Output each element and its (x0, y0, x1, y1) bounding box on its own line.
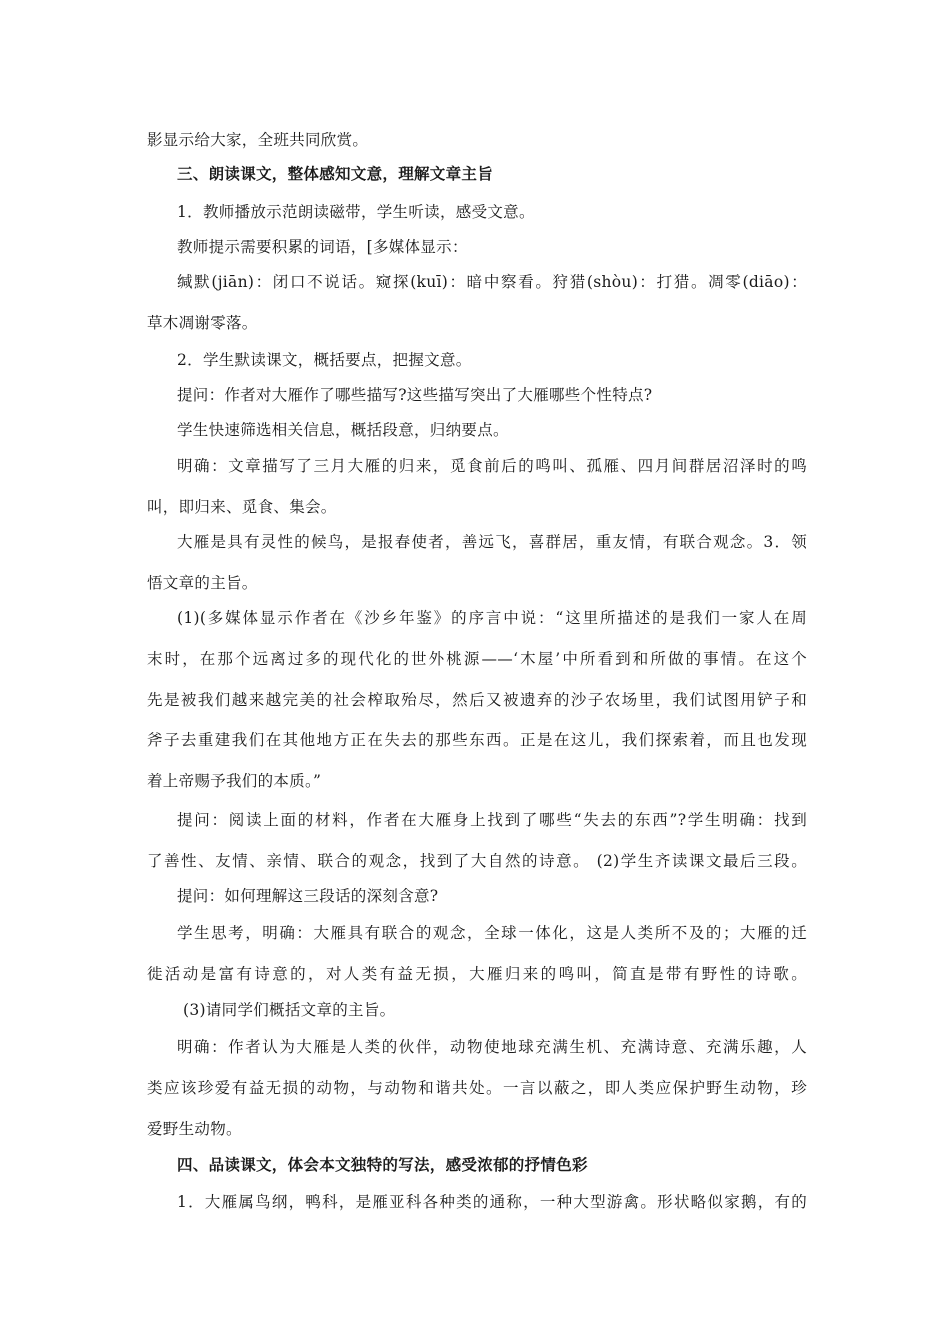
text-line: 提问：如何理解这三段话的深刻含意? (177, 887, 439, 905)
text-line: 1．教师播放示范朗读磁带，学生听读，感受文意。 (177, 203, 535, 221)
text-line: (1)(多媒体显示作者在《沙乡年鉴》的序言中说：“这里所描述的是我们一家人在周 (177, 609, 807, 627)
text-line: 先是被我们越来越完美的社会榨取殆尽，然后又被遗弃的沙子农场里，我们试图用铲子和 (147, 691, 807, 709)
text-line: 影显示给大家，全班共同欣赏。 (147, 131, 369, 149)
text-line: 教师提示需要积累的词语，[多媒体显示： (177, 238, 468, 256)
text-line: 2．学生默读课文，概括要点，把握文意。 (177, 351, 472, 369)
text-line: 了善性、友情、亲情、联合的观念，找到了大自然的诗意。 (2)学生齐读课文最后三段。 (147, 852, 807, 870)
section-heading: 三、朗读课文，整体感知文意，理解文章主旨 (177, 164, 494, 183)
text-line: 提问：阅读上面的材料，作者在大雁身上找到了哪些“失去的东西”?学生明确：找到 (177, 811, 807, 829)
text-line: 缄默(jiān)：闭口不说话。窥探(kuī)：暗中察看。狩猎(shòu)：打猎。凋零(diāo)： (177, 273, 807, 291)
text-line: 末时，在那个远离过多的现代化的世外桃源——‘木屋’中所看到和所做的事情。在这个 (147, 650, 807, 668)
text-line: 提问：作者对大雁作了哪些描写?这些描写突出了大雁哪些个性特点? (177, 386, 653, 404)
text-line: 类应该珍爱有益无损的动物，与动物和谐共处。一言以蔽之，即人类应保护野生动物，珍 (147, 1079, 807, 1097)
text-line: 大雁是具有灵性的候鸟，是报春使者，善远飞，喜群居，重友情，有联合观念。3．领 (177, 533, 807, 551)
text-line: 徙活动是富有诗意的，对人类有益无损，大雁归来的鸣叫，简直是带有野性的诗歌。 (147, 965, 807, 983)
text-line: 着上帝赐予我们的本质。” (147, 772, 322, 790)
text-line: 草木凋谢零落。 (147, 314, 258, 332)
text-line: 明确：作者认为大雁是人类的伙伴，动物使地球充满生机、充满诗意、充满乐趣，人 (177, 1038, 807, 1056)
text-line: (3)请同学们概括文章的主旨。 (183, 1001, 396, 1019)
text-line: 学生思考，明确：大雁具有联合的观念，全球一体化，这是人类所不及的；大雁的迁 (177, 924, 807, 942)
text-line: 1．大雁属鸟纲，鸭科，是雁亚科各种类的通称，一种大型游禽。形状略似家鹅，有的 (177, 1193, 807, 1211)
text-line: 斧子去重建我们在其他地方正在失去的那些东西。正是在这儿，我们探索着，而且也发现 (147, 731, 807, 749)
section-heading: 四、品读课文，体会本文独特的写法，感受浓郁的抒情色彩 (177, 1155, 588, 1174)
text-line: 明确：文章描写了三月大雁的归来，觅食前后的鸣叫、孤雁、四月间群居沼泽时的鸣 (177, 457, 807, 475)
text-line: 爱野生动物。 (147, 1120, 242, 1138)
text-line: 悟文章的主旨。 (147, 574, 258, 592)
text-line: 叫，即归来、觅食、集会。 (147, 498, 337, 516)
text-line: 学生快速筛选相关信息，概括段意，归纳要点。 (177, 421, 509, 439)
